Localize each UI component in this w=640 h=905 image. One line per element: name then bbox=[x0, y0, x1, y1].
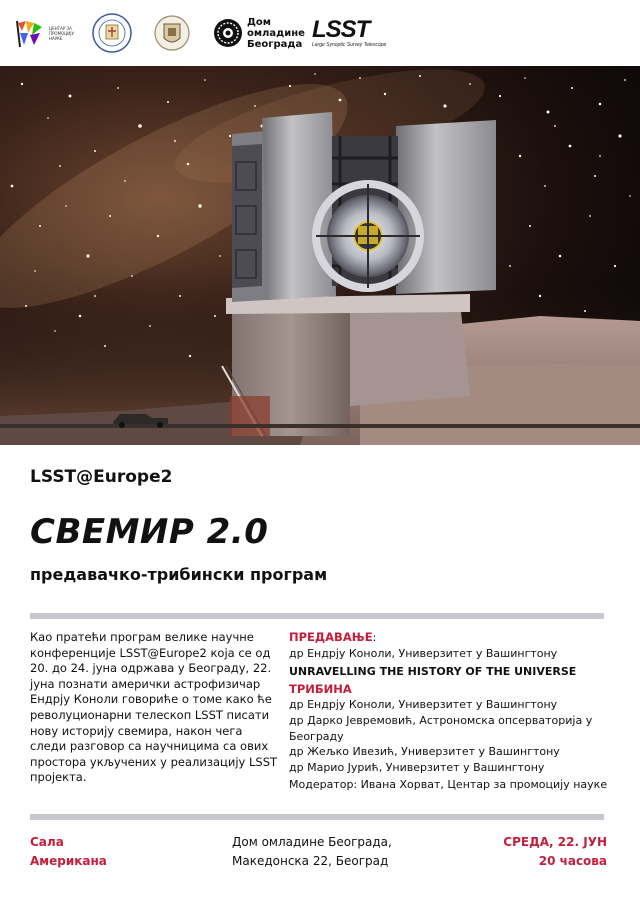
panel-heading: ТРИБИНА bbox=[289, 681, 352, 696]
panel-member: др Дарко Јевремовић, Астрономска опсерваторија у Београду bbox=[289, 713, 593, 743]
venue-address bbox=[232, 833, 392, 871]
cpn-mark-icon bbox=[14, 17, 46, 49]
center-for-promotion-of-science-logo bbox=[14, 12, 83, 54]
dom-omladine-logo bbox=[213, 12, 305, 54]
divider-top bbox=[30, 613, 604, 619]
venue-line1: Дом омладине Београда, bbox=[232, 835, 392, 849]
lecture-heading-row bbox=[289, 630, 619, 646]
dom-text-line2: омладине bbox=[247, 27, 305, 39]
lecture-heading: ПРЕДАВАЊЕ bbox=[289, 630, 373, 644]
dom-text-line3: Београда bbox=[247, 38, 303, 50]
telescope-hero-image bbox=[0, 66, 640, 445]
moderator: Модератор: Ивана Хорват, Центар за промоцију науке bbox=[289, 778, 608, 792]
telescope-illustration bbox=[0, 66, 640, 445]
logo-bar bbox=[0, 0, 640, 66]
lecture-heading-colon: : bbox=[372, 631, 377, 644]
event-title: СВЕМИР 2.0 bbox=[30, 512, 269, 552]
lecture-title: UNRAVELLING THE HISTORY OF THE UNIVERSE bbox=[289, 665, 577, 679]
panel-member: др Марио Јурић, Универзитет у Вашингтону bbox=[289, 760, 545, 774]
venue-line2: Македонска 22, Београд bbox=[232, 854, 389, 868]
lsst-logo-text: LSST bbox=[312, 16, 370, 43]
crest-icon bbox=[154, 12, 190, 54]
event-datetime bbox=[503, 833, 607, 871]
dom-text-line1: Дом bbox=[247, 16, 271, 28]
conference-name: LSST@Europe2 bbox=[30, 467, 173, 487]
crest-logo bbox=[154, 12, 190, 54]
hall-name bbox=[30, 833, 107, 871]
event-time: 20 часова bbox=[538, 854, 607, 868]
panel-member: др Жељко Ивезић, Универзитет у Вашингтону bbox=[289, 745, 560, 759]
event-date: СРЕДА, 22. ЈУН bbox=[503, 835, 607, 849]
hall-line1: Сала bbox=[30, 835, 64, 849]
university-seal-logo bbox=[91, 12, 133, 54]
event-subtitle: предавачко-трибински програм bbox=[30, 565, 328, 584]
dom-omladine-mark-icon bbox=[213, 18, 243, 48]
lecture-speaker: др Ендрју Коноли, Универзитет у Вашингтону bbox=[289, 646, 558, 660]
divider-bottom bbox=[30, 814, 604, 820]
panel-member: др Ендрју Коноли, Универзитет у Вашингтону bbox=[289, 698, 558, 712]
hall-line2: Американа bbox=[30, 854, 107, 868]
lsst-logo-subtext: Large Synoptic Survey Telescope bbox=[312, 42, 387, 48]
intro-paragraph: Као пратећи програм велике научне конференције LSST@Europe2 која се од 20. до 24. јуна одржава у Београду, 22. јуна познати амерички астрофизичар Ендрју Коноли говориће о томе како ће револуционарни телескоп LSST писати нову историју свемира, након чега следи разговор са научницима са ових простора укључених у реализацију LSST пројекта. bbox=[30, 630, 278, 785]
program-section bbox=[289, 630, 619, 793]
cpn-text: ЦЕНТАР ЗА ПРОМОЦИЈУ НАУКЕ bbox=[49, 25, 74, 41]
university-seal-icon bbox=[91, 12, 133, 54]
lsst-logo bbox=[312, 12, 386, 54]
